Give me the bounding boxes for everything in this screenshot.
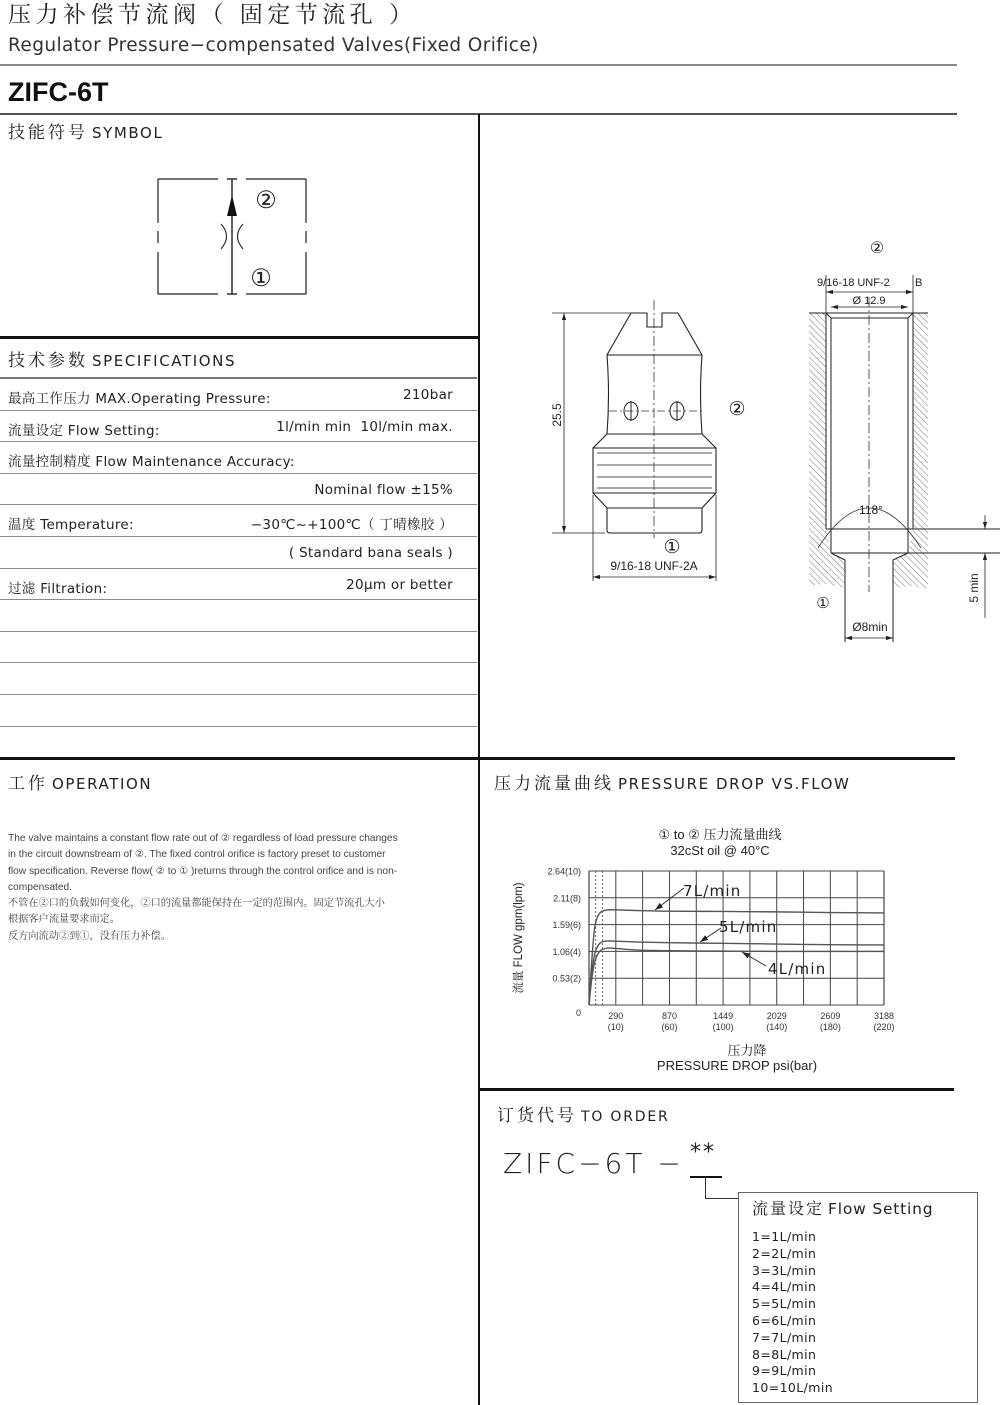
spec-value: ( Standard bana seals ) [288, 544, 453, 561]
x-tick-label-psi: 2029 [766, 1011, 787, 1021]
chart-subtitle: 32cSt oil @ 40°C [670, 843, 770, 858]
spec-value: −30℃~+100℃（ 丁晴橡胶 ） [250, 517, 453, 534]
chart-reference-lines [596, 871, 603, 1005]
cavity-hatch-left [809, 313, 845, 588]
flow-setting-title-en: Flow Setting [828, 1200, 934, 1218]
pressure-flow-chart [480, 860, 900, 1040]
cavity-nose-diameter: Ø8min [852, 620, 888, 634]
operation-line: 不管在②口的负载如何变化，②口的流量都能保持在一定的范围内。固定节流孔大小 [8, 898, 385, 910]
y-tick-label: 1.06(4) [552, 946, 581, 957]
chart-heading-cn: 压力流量曲线 [494, 774, 614, 794]
header-divider [0, 64, 957, 66]
x-tick-label-bar: (140) [766, 1022, 788, 1032]
spec-row [0, 379, 477, 411]
cavity-thread-suffix: B [915, 277, 923, 289]
y-tick-label: 2.64(10) [547, 866, 581, 877]
x-tick-label-bar: (10) [607, 1022, 624, 1032]
flow-setting-title-cn: 流量设定 [752, 1199, 825, 1218]
flow-setting-option: 5=5L/min [752, 1296, 817, 1312]
valve-length-label: 25.5 [550, 403, 564, 427]
operation-line: compensated. [8, 881, 72, 893]
chart-x-axis-label: PRESSURE DROP psi(bar) [656, 1058, 818, 1073]
flow-setting-option: 9=9L/min [752, 1363, 817, 1379]
spec-label: 过滤 Filtration: [8, 580, 108, 597]
flow-setting-option: 6=6L/min [752, 1312, 817, 1328]
symbol-heading [8, 120, 163, 146]
chart-y-ticks [547, 867, 581, 1019]
specifications-heading [8, 348, 236, 374]
spec-value: 1l/min min 10l/min max. [276, 418, 453, 435]
annotation-label-4l: 4L/min [768, 960, 827, 978]
cavity-port-2: ② [869, 240, 885, 257]
valve-port-1: ① [663, 537, 681, 558]
flow-setting-option: 7=7L/min [752, 1329, 817, 1345]
chart-x-axis-label-cn: 压力降 [727, 1043, 767, 1058]
spec-row-empty [0, 695, 477, 727]
symbol-heading-cn: 技能符号 [8, 123, 88, 143]
spec-label: 流量设定 Flow Setting: [8, 422, 160, 439]
chart-x-ticks [608, 1011, 895, 1032]
flow-setting-options-box [738, 1192, 978, 1403]
y-tick-label: 1.59(6) [552, 920, 581, 931]
spec-row-empty [0, 632, 477, 664]
x-tick-label-bar: (60) [661, 1022, 678, 1032]
valve-thread-label: 9/16-18 UNF-2A [610, 559, 698, 573]
y-tick-label: 0 [575, 1008, 581, 1018]
chart-title: ① to ② 压力流量曲线 [658, 827, 782, 842]
flow-setting-option: 8=8L/min [752, 1346, 817, 1362]
order-heading [497, 1103, 670, 1130]
x-tick-label-psi: 3188 [873, 1011, 895, 1021]
flow-setting-option: 1=1L/min [752, 1229, 817, 1244]
chart-y-axis-label: 流量 FLOW gpm(lpm) [513, 882, 525, 994]
flow-setting-title [752, 1196, 933, 1222]
valve-section-lines [593, 355, 716, 508]
operation-heading-cn: 工作 [8, 774, 48, 794]
specifications-table [0, 377, 477, 758]
operation-line: in the circuit downstream of ②. The fixed control orifice is factory preset to customer [8, 849, 386, 861]
valve-port-2: ② [728, 399, 746, 420]
cavity-hatch-right [893, 313, 928, 589]
annotation-arrow-5l [700, 928, 721, 942]
chart-heading-en: PRESSURE DROP VS.FLOW [618, 775, 851, 793]
flow-setting-option: 2=2L/min [752, 1245, 817, 1261]
dimension-drawings [480, 230, 1000, 660]
spec-row [0, 537, 477, 569]
order-heading-cn: 订货代号 [497, 1106, 577, 1126]
operation-description [8, 831, 398, 945]
y-tick-label: 0.53(2) [552, 973, 581, 984]
cavity-thread-label: 9/16-18 UNF-2 [817, 277, 890, 289]
operation-line: 反方向流动②到①，没有压力补偿。 [8, 930, 171, 942]
spec-label: 最高工作压力 MAX.Operating Pressure: [8, 391, 271, 407]
spec-row [0, 411, 477, 443]
section-divider [0, 757, 955, 760]
annotation-label-5l: 5L/min [719, 918, 778, 936]
spec-row [0, 442, 477, 474]
spec-value: 210bar [403, 387, 453, 403]
spec-row [0, 505, 477, 537]
symbol-port-2: ② [255, 187, 277, 214]
x-tick-label-psi: 1449 [713, 1011, 734, 1021]
model-number: ZIFC-6T [8, 77, 109, 107]
flow-setting-list [752, 1229, 833, 1397]
order-divider [479, 1088, 954, 1091]
spec-value: Nominal flow ±15% [314, 481, 453, 498]
symbol-heading-en: SYMBOL [92, 124, 164, 142]
valve-cartridge [550, 300, 746, 581]
spec-row [0, 474, 477, 506]
spec-label: 温度 Temperature: [8, 517, 134, 534]
x-tick-label-bar: (100) [712, 1022, 734, 1032]
cavity-bore-diameter: Ø 12.9 [852, 295, 886, 307]
chart-heading [494, 771, 850, 797]
operation-heading-en: OPERATION [52, 775, 153, 793]
order-connector-horizontal [705, 1198, 738, 1199]
spec-row-empty [0, 663, 477, 695]
specifications-heading-cn: 技术参数 [8, 351, 88, 371]
specifications-heading-en: SPECIFICATIONS [92, 352, 237, 370]
series-line-4l-min [589, 948, 884, 1005]
operation-line: 根据客户流量要求而定。 [8, 914, 121, 926]
operation-line: The valve maintains a constant flow rate out of ② regardless of load pressure changes [8, 833, 398, 844]
valve-outline [593, 313, 716, 533]
page-title-cn: 压力补偿节流阀（ 固定节流孔 ） [8, 2, 417, 28]
flow-setting-option: 3=3L/min [752, 1262, 817, 1278]
x-tick-label-psi: 290 [608, 1011, 624, 1021]
hydraulic-symbol [140, 165, 340, 310]
annotation-arrow-4l [742, 952, 766, 966]
page-title-en: Regulator Pressure−compensated Valves(Fixed Orifice) [8, 35, 539, 56]
order-option-underline [690, 1176, 722, 1178]
cavity-port-1: ① [816, 595, 830, 612]
flow-setting-option: 4=4L/min [752, 1279, 817, 1295]
spec-label: 流量控制精度 Flow Maintenance Accuracy: [8, 454, 295, 471]
spec-value: 20μm or better [346, 576, 453, 593]
order-code-option: ** [690, 1140, 716, 1165]
symbol-port-1: ① [250, 265, 272, 292]
flow-setting-option: 10=10L/min [752, 1380, 834, 1396]
spec-row-empty [0, 600, 477, 632]
operation-heading [8, 771, 152, 797]
valve-cavity [809, 240, 1000, 642]
order-code-prefix: ZIFC−6T − [503, 1147, 684, 1180]
y-tick-label: 2.11(8) [553, 893, 581, 904]
cavity-drill-angle: 118° [859, 503, 883, 517]
operation-line: flow specification. Reverse flow( ② to ① )returns through the control orifice and is non- [8, 865, 398, 877]
spec-row-empty [0, 727, 477, 759]
annotation-label-7l: 7L/min [683, 882, 742, 900]
series-annotations [655, 882, 826, 978]
flow-arrow-icon [227, 195, 237, 216]
valve-thread-lines [597, 453, 712, 488]
order-heading-en: TO ORDER [581, 1109, 670, 1125]
spec-row [0, 569, 477, 601]
x-tick-label-bar: (220) [873, 1022, 895, 1032]
x-tick-label-psi: 2609 [820, 1011, 841, 1021]
symbol-divider [0, 336, 479, 339]
x-tick-label-bar: (180) [819, 1022, 841, 1032]
cavity-depth-label: 5 min [967, 573, 981, 603]
x-tick-label-psi: 870 [661, 1011, 677, 1021]
order-connector-vertical [705, 1178, 706, 1199]
